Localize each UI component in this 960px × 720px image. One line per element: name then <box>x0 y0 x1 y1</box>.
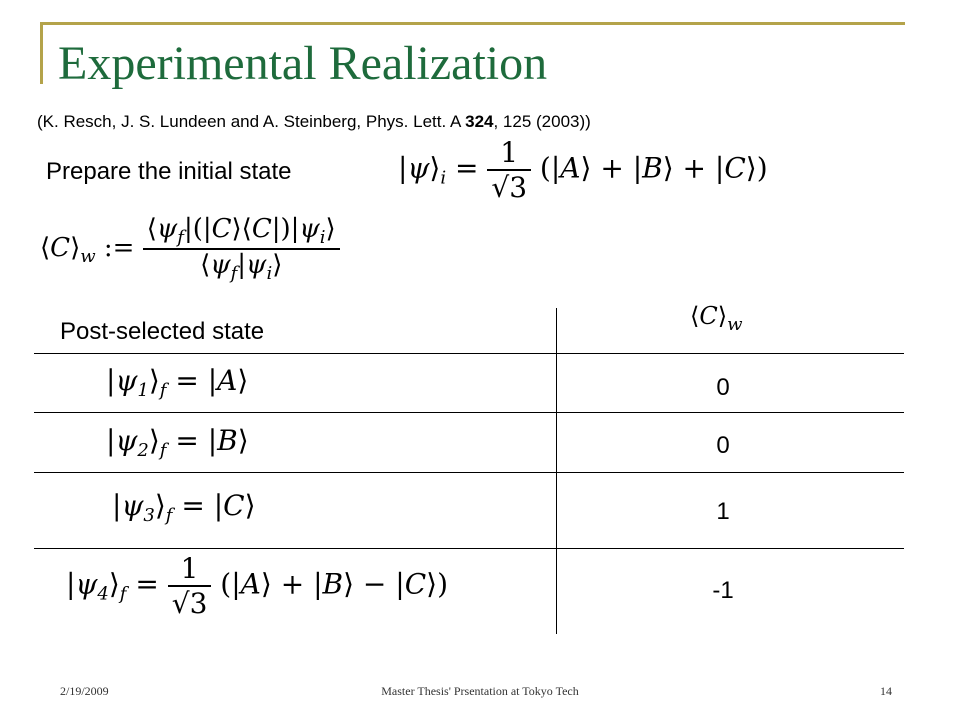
weak-value-1: 0 <box>716 374 730 401</box>
weak-value-3: 1 <box>716 498 730 525</box>
slide-title: Experimental Realization <box>58 37 548 90</box>
table-row-rule <box>34 548 904 549</box>
citation-suffix: , 125 (2003)) <box>493 112 591 131</box>
citation-prefix: (K. Resch, J. S. Lundeen and A. Steinberg, Phys. Lett. A <box>37 112 466 131</box>
initial-state-equation: $|\psi⟩_i$ = $\frac{1}{√3}$ (|A⟩ + |B⟩ + |C⟩) <box>398 136 768 204</box>
weak-value-definition: $⟨C⟩_w$ := $\frac{⟨\psi_f|(|C⟩⟨C|)|\psi_i⟩}{⟨\psi_f|\psi_i⟩}$ <box>40 214 340 284</box>
citation <box>37 112 591 132</box>
post-selected-state-3: $|\psi_3⟩_f$ = |C⟩ <box>112 489 256 526</box>
citation-volume: 324 <box>465 112 494 131</box>
table-row-rule <box>34 412 904 413</box>
footer-date: 2/19/2009 <box>60 684 109 698</box>
table-row-rule <box>34 472 904 473</box>
weak-value-column-header: $⟨C⟩_w$ <box>690 302 743 335</box>
slide-frame-horizontal <box>40 22 905 25</box>
weak-value-4: -1 <box>712 577 734 604</box>
weak-value-2: 0 <box>716 432 730 459</box>
prepare-label: Prepare the initial state <box>46 158 292 185</box>
table-header-rule <box>34 353 904 354</box>
post-selected-label: Post-selected state <box>60 318 265 345</box>
post-selected-state-4: $|\psi_4⟩_f$ = $\frac{1}{√3}$ (|A⟩ + |B⟩ − |C⟩) <box>66 552 449 620</box>
table-column-divider <box>556 308 557 634</box>
slide-number: 14 <box>880 684 892 698</box>
post-selected-state-2: $|\psi_2⟩_f$ = |B⟩ <box>106 424 249 461</box>
post-selected-state-1: $|\psi_1⟩_f$ = |A⟩ <box>106 364 249 401</box>
slide-frame-vertical <box>40 22 43 84</box>
footer-title: Master Thesis' Prsentation at Tokyo Tech <box>381 684 579 698</box>
